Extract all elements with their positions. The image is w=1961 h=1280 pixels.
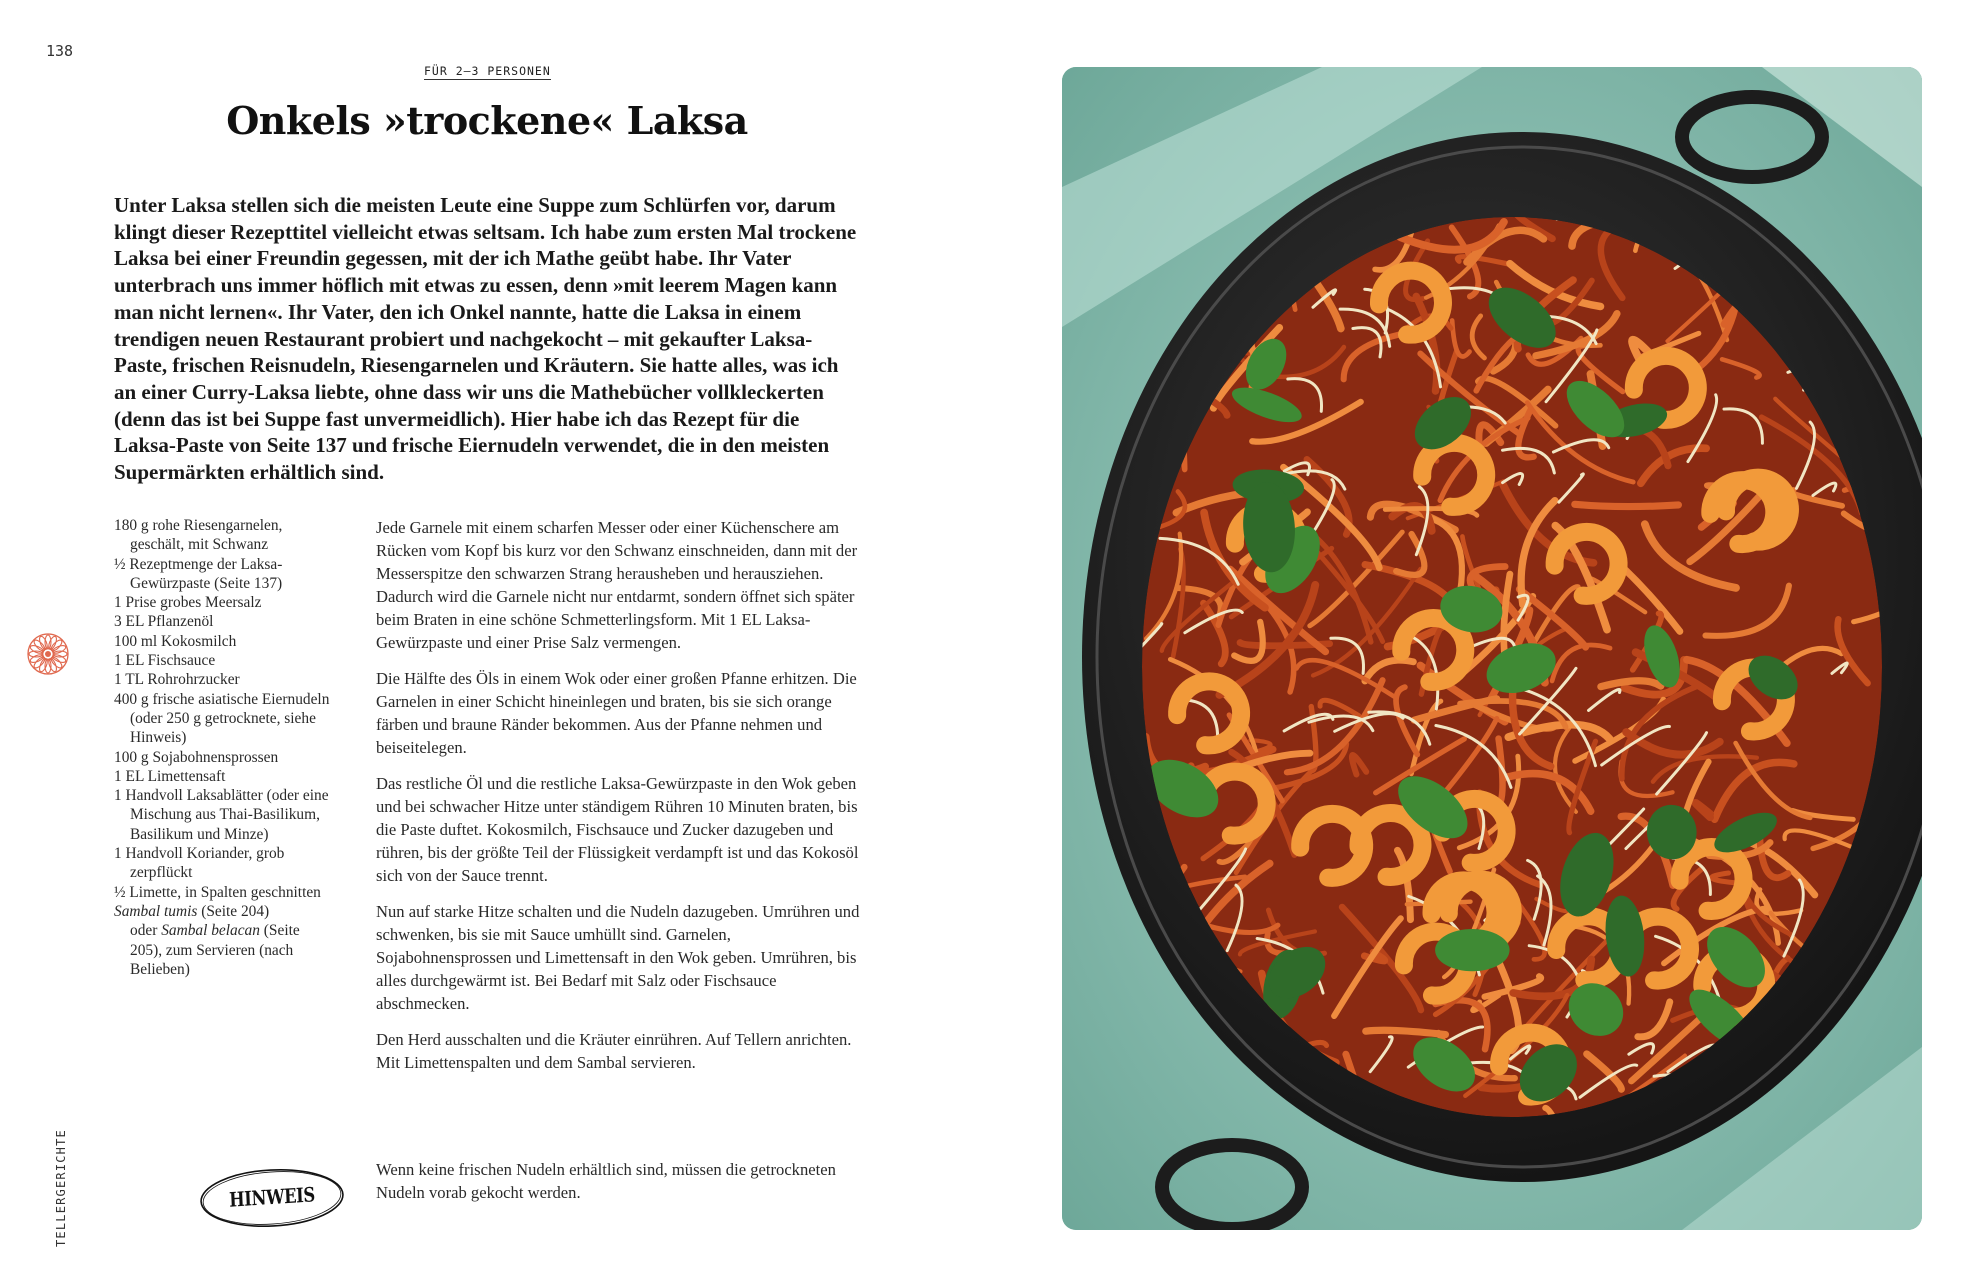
sambal-name: Sambal tumis bbox=[114, 902, 198, 920]
ingredient-item: 1 EL Fischsauce bbox=[114, 652, 216, 670]
recipe-title: Onkels »trockene« Laksa bbox=[226, 98, 748, 143]
ingredient-item: 1 Prise grobes Meersalz bbox=[114, 594, 262, 612]
ingredient-list bbox=[114, 516, 334, 979]
method-steps bbox=[376, 516, 862, 1087]
method-step: Jede Garnele mit einem scharfen Messer oder einer Küchenschere am Rücken vom Kopf bis kurz vor den Schwanz einschneiden, dann mit der Messerspitze den schwarzen Strang herausheben und herausziehen. Dadurch wird die Garnele nicht nur entdarmt, sondern öffnet sich später beim Braten in eine schöne Schmetterlingsform. Mit 1 EL Laksa-Gewürzpaste und einer Prise Salz vermengen. bbox=[376, 518, 858, 652]
recipe-intro: Unter Laksa stellen sich die meisten Leute eine Suppe zum Schlürfen vor, darum klingt dieser Rezepttitel vielleicht etwas seltsam. Ich habe zum ersten Mal trockene Laksa bei einer Freundin gegessen, mit der ich Mathe geübt habe. Ihr Vater unterbrach uns immer höflich mit etwas zu essen, denn »mit leerem Magen kann man nicht lernen«. Ihr Vater, den ich Onkel nannte, hatte die Laksa in einem trendigen neuen Restaurant probiert und nachgekocht – mit gekaufter Laksa-Paste, frischen Reisnudeln, Riesengarnelen und Kräutern. Sie hatte alles, was ich an einer Curry-Laksa liebte, ohne dass wir uns die Mathebücher vollkleckerten (denn das ist bei Suppe fast unvermeidlich). Hier habe ich das Rezept für die Laksa-Paste von Seite 137 und frische Eiernudeln verwendet, die in den meisten Supermärkten erhältlich sind. bbox=[114, 193, 857, 485]
method-step: Den Herd ausschalten und die Kräuter einrühren. Auf Tellern anrichten. Mit Limettenspalten und dem Sambal servieren. bbox=[376, 1030, 852, 1072]
ingredient-item: 1 Handvoll Koriander, grob zerpflückt bbox=[114, 845, 285, 882]
section-label: TELLERGERICHTE bbox=[54, 1129, 68, 1247]
ingredient-item: 1 Handvoll Laksablätter (oder eine Mischung aus Thai-Basilikum, Basilikum und Minze) bbox=[114, 787, 329, 843]
sambal-name: Sambal belacan bbox=[161, 922, 260, 940]
note-text: Wenn keine frischen Nudeln erhältlich sind, müssen die getrockneten Nudeln vorab gekocht werden. bbox=[376, 1160, 836, 1202]
sambal-ref: (Seite 204) bbox=[197, 902, 270, 920]
ingredient-item: 1 TL Rohrohrzucker bbox=[114, 671, 240, 689]
note-label: HINWEIS bbox=[228, 1182, 316, 1212]
ingredient-item-sambal bbox=[114, 902, 334, 979]
sambal-ref: (Seite 205), zum Servieren (nach Belieben) bbox=[130, 922, 300, 978]
sambal-or: oder bbox=[130, 922, 162, 940]
ingredient-item: 180 g rohe Riesengarnelen, geschält, mit Schwanz bbox=[114, 517, 283, 554]
ingredient-item: 3 EL Pflanzenöl bbox=[114, 613, 214, 631]
ingredient-item: 100 ml Kokosmilch bbox=[114, 632, 237, 650]
ingredient-item: 100 g Sojabohnensprossen bbox=[114, 748, 279, 766]
ingredient-item: 400 g frische asiatische Eiernudeln (oder 250 g getrocknete, siehe Hinweis) bbox=[114, 690, 330, 747]
ingredient-item: ½ Limette, in Spalten geschnitten bbox=[114, 883, 321, 901]
method-step: Die Hälfte des Öls in einem Wok oder einer großen Pfanne erhitzen. Die Garnelen in einer Schicht hineinlegen und braten, bis sie sich orange färben und braune Ränder bekommen. Aus der Pfanne nehmen und beiseitelegen. bbox=[376, 669, 857, 757]
ingredient-item: 1 EL Limettensaft bbox=[114, 767, 226, 785]
page-number: 138 bbox=[46, 42, 74, 60]
method-step: Nun auf starke Hitze schalten und die Nudeln dazugeben. Umrühren und schwenken, bis sie mit Sauce umhüllt sind. Garnelen, Sojabohnensprossen und Limettensaft in den Wok geben. Umrühren, bis alles durchgewärmt ist. Bei Bedarf mit Salz oder Fischsauce abschmecken. bbox=[376, 902, 860, 1013]
note-badge bbox=[198, 1166, 346, 1230]
servings-label: FÜR 2–3 PERSONEN bbox=[424, 64, 551, 78]
dish-photo bbox=[1062, 67, 1922, 1230]
flower-icon bbox=[24, 630, 72, 678]
method-step: Das restliche Öl und die restliche Laksa-Gewürzpaste in den Wok geben und bei schwacher Hitze unter ständigem Rühren 10 Minuten braten, bis die Paste duftet. Kokosmilch, Fischsauce und Zucker dazugeben und rühren, bis der größte Teil der Flüssigkeit verdampft ist und das Kokosöl sich von der Sauce trennt. bbox=[376, 774, 859, 885]
ingredient-item: ½ Rezeptmenge der Laksa-Gewürzpaste (Seite 137) bbox=[114, 555, 283, 592]
